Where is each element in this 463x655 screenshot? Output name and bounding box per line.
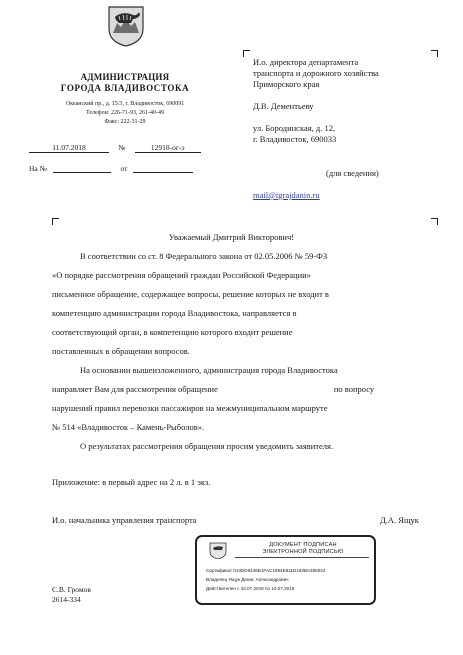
paragraph-line: направляет Вам для рассмотрения обращение по вопросу: [52, 384, 375, 394]
recipient-position-1: И.о. директора департамента: [253, 57, 359, 67]
executor-phone: 2614-334: [52, 595, 81, 604]
paragraph-line: На основании вышеизложенного, администрация города Владивостока: [80, 365, 338, 375]
reply-to-number-blank: [53, 164, 111, 173]
city-coat-of-arms: [105, 3, 147, 47]
paragraph-line: № 514 «Владивосток – Камень-Рыболов».: [52, 422, 205, 432]
stamp-certificate: Сертификат 013DD6446B1FAC1994E811D183BA485024: [206, 568, 326, 573]
reply-from-date-blank: [133, 164, 193, 173]
info-note: (для сведения): [326, 168, 379, 178]
organization-address: Океанский пр., д. 15/3, г. Владивосток, 690091: [65, 101, 185, 107]
number-sign: №: [118, 143, 126, 152]
recipient-name: Д.В. Дементьеву: [253, 101, 314, 111]
paragraph-line: компетенцию администрации города Владивостока, направляется в: [52, 308, 297, 318]
recipient-city: г. Владивосток, 690033: [253, 134, 337, 144]
paragraph-2: [52, 361, 432, 437]
reply-to-label: На №: [29, 164, 47, 173]
reply-from-label: от: [120, 164, 128, 173]
electronic-signature-stamp: [195, 535, 376, 605]
paragraph-line: соответствующий орган, в компетенцию которого входит решение: [52, 327, 293, 337]
registration-number: 12918-ог-э: [135, 143, 201, 153]
organization-name: АДМИНИСТРАЦИЯ: [80, 72, 170, 82]
stamp-divider: [235, 557, 369, 558]
recipient-position-2: транспорта и дорожного хозяйства: [253, 68, 379, 78]
paragraph-line: нарушений правил перевозки пассажиров на межмуниципальном маршруте: [52, 403, 328, 413]
stamp-owner: Владелец Ящук Денис Александрович: [206, 577, 289, 582]
coat-of-arms-icon: [209, 542, 227, 559]
paragraph-1: [52, 247, 432, 361]
corner-bracket: [52, 218, 59, 225]
paragraph-3: О результатах рассмотрения обращения просим уведомить заявителя.: [80, 441, 334, 451]
organization-phone: Телефон: 226-71-93, 261-40-49: [85, 110, 165, 116]
corner-bracket: [243, 50, 250, 57]
signatory-position: И.о. начальника управления транспорта: [52, 515, 197, 525]
reply-to-line: [29, 164, 193, 173]
recipient-street: ул. Бородинская, д. 12,: [253, 123, 336, 133]
signatory-name: Д.А. Ящук: [380, 515, 419, 525]
executor-name: С.В. Громов: [52, 585, 91, 594]
paragraph-line: письменное обращение, содержащее вопросы, решение которых не входит в: [52, 289, 329, 299]
stamp-title: ДОКУМЕНТ ПОДПИСАН ЭЛЕКТРОННОЙ ПОДПИСЬЮ: [262, 542, 344, 555]
paragraph-line: В соответствии со ст. 8 Федерального закона от 02.05.2006 № 59-ФЗ: [80, 251, 328, 261]
registration-date: 11.07.2018: [29, 143, 109, 153]
corner-bracket: [431, 218, 438, 225]
corner-bracket: [431, 50, 438, 57]
greeting: Уважаемый Дмитрий Викторович!: [168, 232, 295, 242]
paragraph-line: «О порядке рассмотрения обращений граждан Российской Федерации»: [52, 270, 311, 280]
stamp-validity: Действителен с 10.07.2018 по 10.07.2019: [206, 586, 295, 591]
registration-line: [29, 143, 201, 153]
organization-fax: Факс: 222-31-29: [104, 119, 146, 125]
attachment-note: Приложение: в первый адрес на 2 л. в 1 экз.: [52, 477, 211, 487]
organization-city: ГОРОДА ВЛАДИВОСТОКА: [60, 83, 190, 93]
email-link[interactable]: mail@igrajdanin.ru: [253, 190, 320, 200]
recipient-position-3: Приморского края: [253, 79, 320, 89]
paragraph-line: поставленных в обращении вопросов.: [52, 346, 190, 356]
